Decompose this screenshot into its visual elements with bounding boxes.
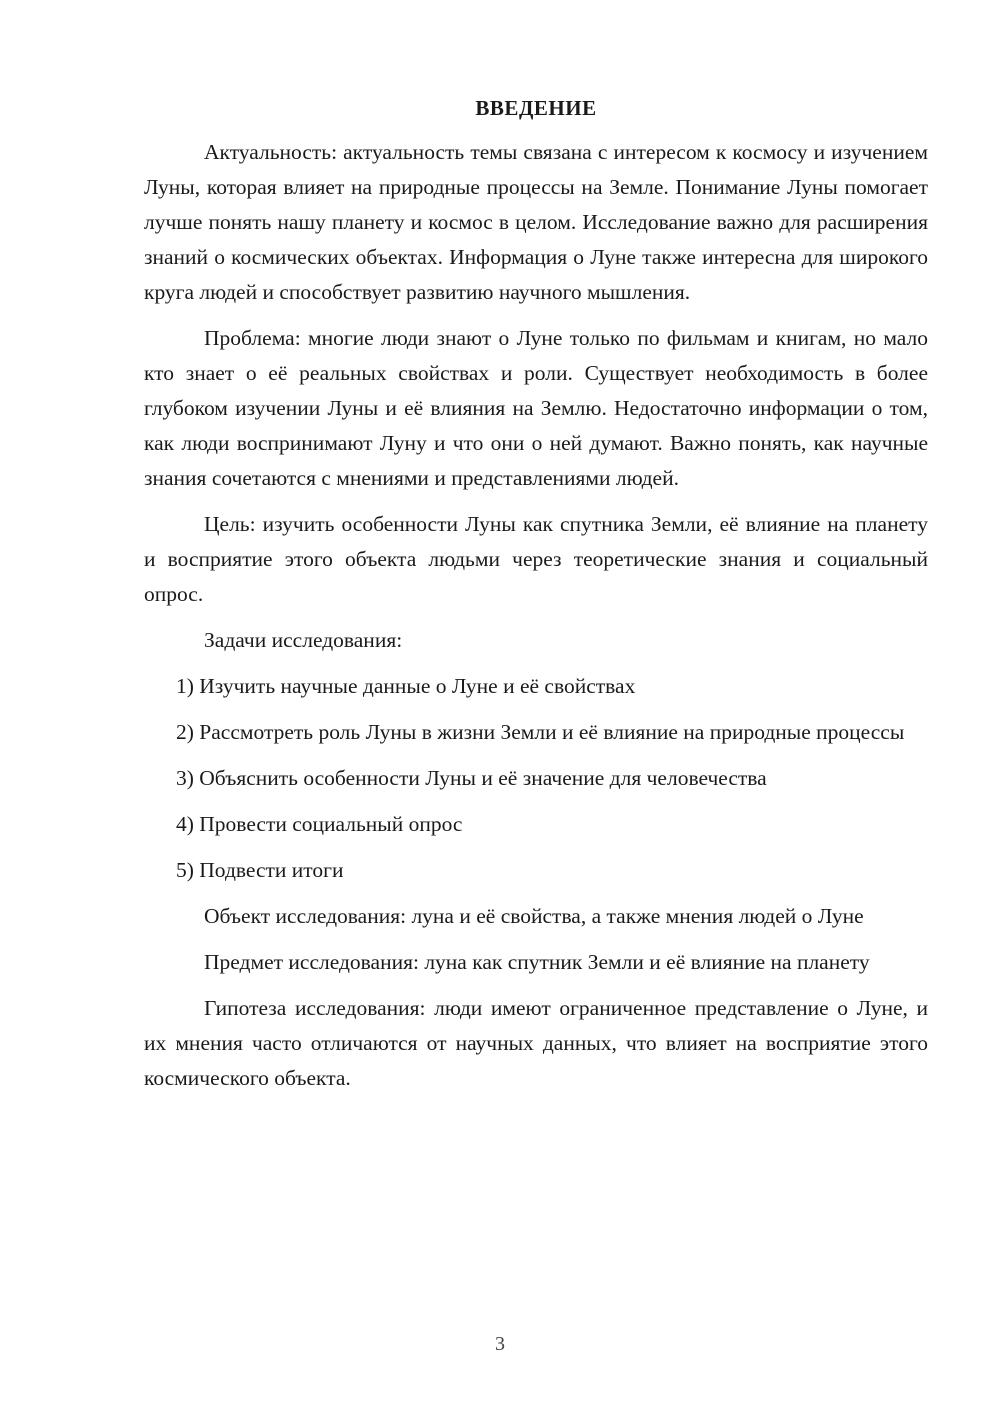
- task-item-4: 4) Провести социальный опрос: [176, 812, 463, 836]
- task-item-2: 2) Рассмотреть роль Луны в жизни Земли и её влияние на природные процессы: [176, 720, 905, 744]
- task-list: [144, 669, 928, 888]
- paragraph-subject: Предмет исследования: луна как спутник Земли и её влияние на планету: [204, 950, 870, 974]
- paragraph-hypothesis: Гипотеза исследования: люди имеют ограниченное представление о Луне, и их мнения часто отличаются от научных данных, что влияет на восприятие этого космического объекта.: [144, 996, 928, 1090]
- page-number: 3: [495, 1333, 505, 1355]
- paragraph-problem: Проблема: многие люди знают о Луне только по фильмам и книгам, но мало кто знает о её реальных свойствах и роли. Существует необходимость в более глубоком изучении Луны и её влияния на Землю. Недостаточно информации о том, как люди воспринимают Луну и что они о ней думают. Важно понять, как научные знания сочетаются с мнениями и представлениями людей.: [144, 326, 928, 490]
- task-item-5: 5) Подвести итоги: [176, 858, 344, 882]
- paragraph-relevance: Актуальность: актуальность темы связана с интересом к космосу и изучением Луны, которая влияет на природные процессы на Земле. Понимание Луны помогает лучше понять нашу планету и космос в целом. Исследование важно для расширения знаний о космических объектах. Информация о Луне также интересна для широкого круга людей и способствует развитию научного мышления.: [144, 140, 928, 304]
- task-item-1: 1) Изучить научные данные о Луне и её свойствах: [176, 674, 636, 698]
- paragraph-tasks-heading: Задачи исследования:: [204, 628, 403, 652]
- paragraph-object: Объект исследования: луна и её свойства, а также мнения людей о Луне: [204, 904, 864, 928]
- paragraph-goal: Цель: изучить особенности Луны как спутника Земли, её влияние на планету и восприятие этого объекта людьми через теоретические знания и социальный опрос.: [144, 512, 928, 606]
- task-item-3: 3) Объяснить особенности Луны и её значение для человечества: [176, 766, 767, 790]
- page-title: ВВЕДЕНИЕ: [475, 96, 597, 120]
